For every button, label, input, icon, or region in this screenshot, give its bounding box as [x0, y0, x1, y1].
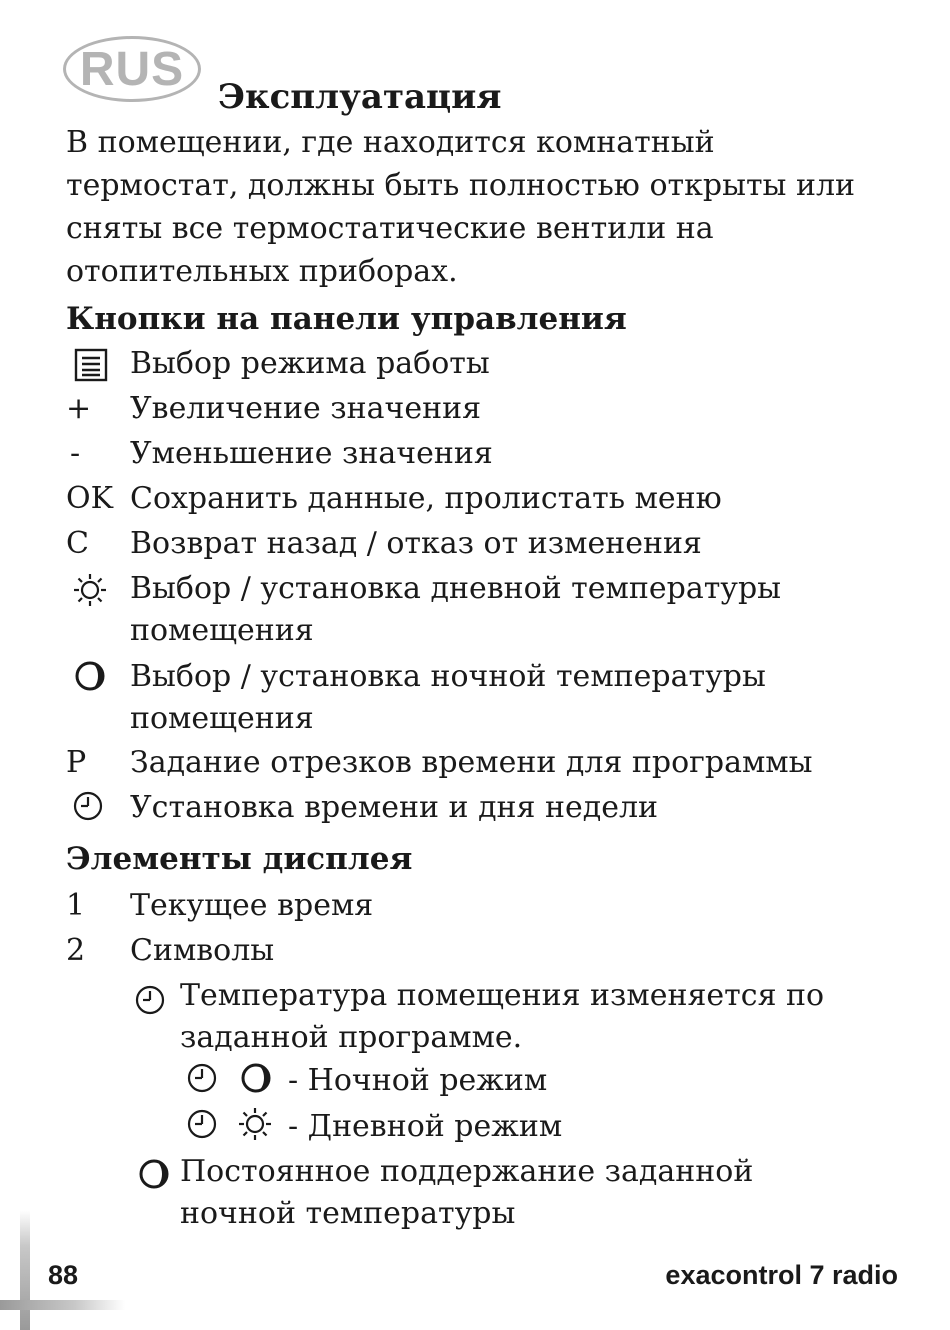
moon-icon [240, 1062, 272, 1094]
language-badge: RUS [63, 36, 201, 102]
clock-icon [186, 1062, 218, 1094]
moon-icon [74, 660, 106, 692]
button-desc-day-cont: помещения [130, 613, 314, 648]
clock-icon [186, 1108, 218, 1140]
auto-mode-desc: Температура помещения изменяется по [180, 978, 825, 1013]
clock-icon [134, 984, 166, 1016]
display-desc-1: Текущее время [130, 888, 374, 923]
buttons-heading: Кнопки на панели управления [66, 301, 627, 337]
sun-icon [238, 1107, 272, 1141]
button-desc-day: Выбор / установка дневной температуры [130, 571, 782, 606]
moon-icon [138, 1158, 170, 1190]
intro-line-2: термостат, должны быть полностью открыты или [66, 168, 856, 203]
clock-icon [72, 790, 104, 822]
ok-symbol: OK [66, 481, 114, 516]
button-desc-plus: Увеличение значения [130, 391, 481, 426]
intro-line-4: отопительных приборах. [66, 254, 458, 289]
manual-night-desc-cont: ночной температуры [180, 1196, 516, 1231]
auto-day-label: - Дневной режим [288, 1109, 563, 1144]
p-symbol: P [66, 745, 87, 780]
auto-mode-desc-cont: заданной программе. [180, 1020, 523, 1055]
c-symbol: C [66, 526, 89, 561]
button-desc-p: Задание отрезков времени для программы [130, 745, 813, 780]
minus-symbol: - [70, 436, 81, 471]
manual-night-desc: Постоянное поддержание заданной [180, 1154, 754, 1189]
intro-line-3: сняты все термостатические вентили на [66, 211, 714, 246]
display-num-1: 1 [66, 888, 86, 923]
button-desc-ok: Сохранить данные, пролистать меню [130, 481, 722, 516]
auto-night-label: - Ночной режим [288, 1063, 548, 1098]
button-desc-minus: Уменьшение значения [130, 436, 493, 471]
product-name: exacontrol 7 radio [665, 1260, 898, 1290]
display-heading: Элементы дисплея [66, 841, 413, 877]
crop-mark-vertical [20, 1210, 30, 1330]
intro-line-1: В помещении, где находится комнатный [66, 125, 715, 160]
crop-mark-horizontal [0, 1300, 125, 1310]
button-desc-night: Выбор / установка ночной температуры [130, 659, 766, 694]
menu-icon [74, 348, 108, 382]
button-desc-clock: Установка времени и дня недели [130, 790, 659, 825]
button-desc-c: Возврат назад / отказ от изменения [130, 526, 702, 561]
page-title: Эксплуатация [218, 77, 502, 117]
button-desc-menu: Выбор режима работы [130, 346, 490, 381]
display-desc-2: Символы [130, 933, 275, 968]
plus-symbol: + [66, 391, 92, 426]
sun-icon [73, 573, 107, 607]
page-number: 88 [48, 1260, 79, 1290]
display-num-2: 2 [66, 933, 86, 968]
button-desc-night-cont: помещения [130, 701, 314, 736]
